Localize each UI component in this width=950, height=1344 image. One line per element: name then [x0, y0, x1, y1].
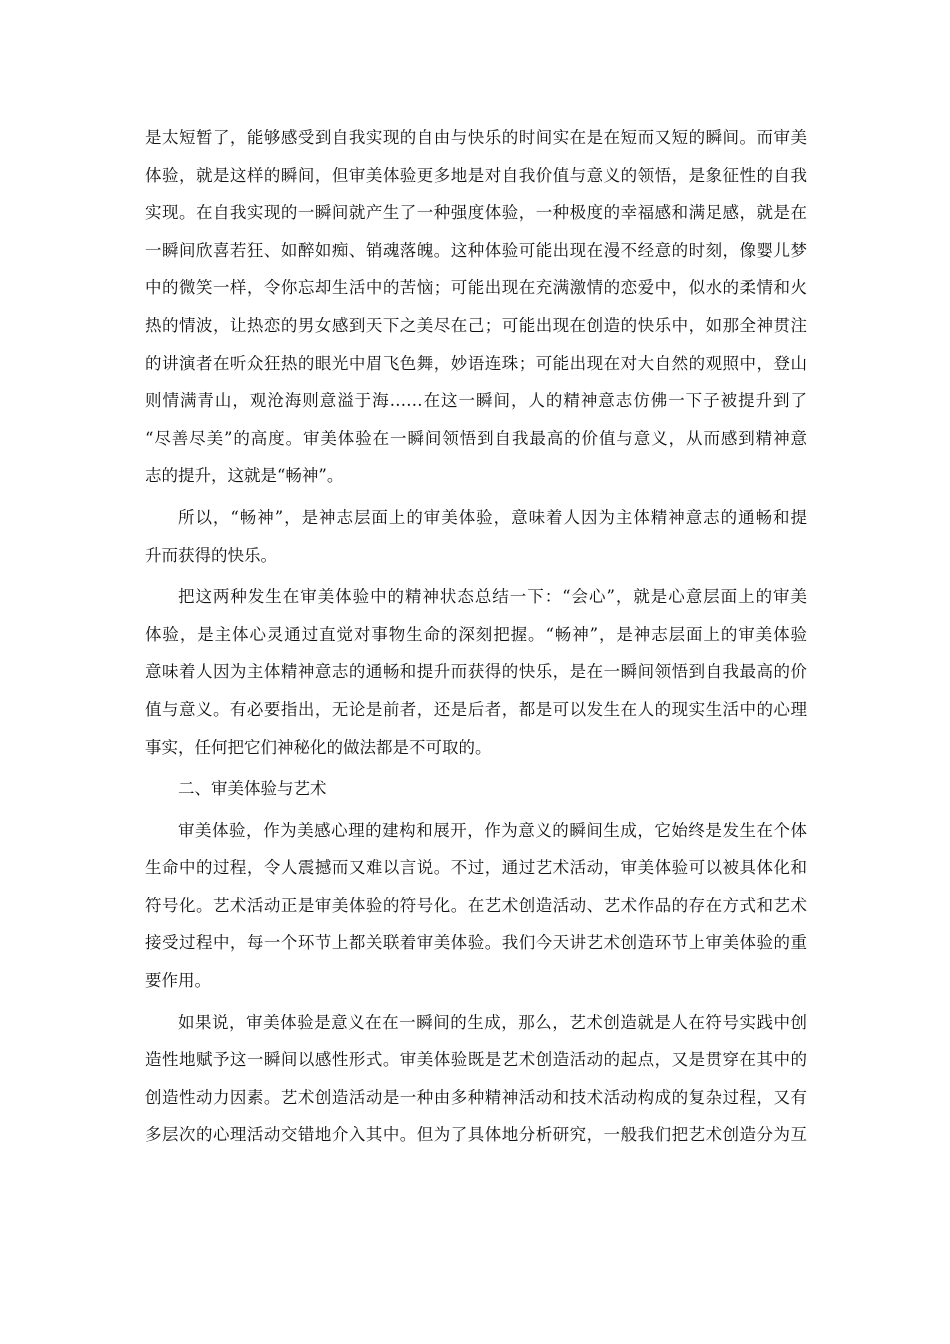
text-line: 热的情波，让热恋的男女感到天下之美尽在己；可能出现在创造的快乐中，如那全神贯注	[145, 315, 807, 335]
text-line: 体验，是主体心灵通过直觉对事物生命的深刻把握。“畅神”，是神志层面上的审美体验	[145, 624, 807, 644]
section-heading	[145, 770, 807, 808]
text-line: 一瞬间欣喜若狂、如醉如痴、销魂落魄。这种体验可能出现在漫不经意的时刻，像婴儿梦	[145, 240, 807, 260]
text-line: 符号化。艺术活动正是审美体验的符号化。在艺术创造活动、艺术作品的存在方式和艺术	[145, 895, 807, 915]
text-line: 接受过程中，每一个环节上都关联着审美体验。我们今天讲艺术创造环节上审美体验的重	[145, 933, 807, 953]
text-line: 造性地赋予这一瞬间以感性形式。审美体验既是艺术创造活动的起点，又是贯穿在其中的	[145, 1050, 807, 1070]
text-line: 升而获得的快乐。	[145, 545, 277, 565]
text-line: 把这两种发生在审美体验中的精神状态总结一下：“会心”，就是心意层面上的审美	[178, 587, 807, 607]
text-line: 体验，就是这样的瞬间，但审美体验更多地是对自我价值与意义的领悟，是象征性的自我	[145, 165, 807, 185]
text-line: 所以，“畅神”，是神志层面上的审美体验，意味着人因为主体精神意志的通畅和提	[178, 507, 807, 527]
text-line: 中的微笑一样，令你忘却生活中的苦恼；可能出现在充满激情的恋爱中，似水的柔情和火	[145, 278, 807, 298]
document-page	[145, 119, 807, 1154]
text-line: “尽善尽美”的高度。审美体验在一瞬间领悟到自我最高的价值与意义，从而感到精神意	[145, 428, 807, 448]
paragraph	[145, 499, 807, 574]
text-line: 审美体验，作为美感心理的建构和展开，作为意义的瞬间生成，它始终是发生在个体	[178, 820, 807, 840]
text-line: 实现。在自我实现的一瞬间就产生了一种强度体验，一种极度的幸福感和满足感，就是在	[145, 203, 807, 223]
paragraph	[145, 1004, 807, 1154]
text-line: 的讲演者在听众狂热的眼光中眉飞色舞，妙语连珠；可能出现在对大自然的观照中，登山	[145, 353, 807, 373]
text-line: 值与意义。有必要指出，无论是前者，还是后者，都是可以发生在人的现实生活中的心理	[145, 699, 807, 719]
text-line: 是太短暂了，能够感受到自我实现的自由与快乐的时间实在是在短而又短的瞬间。而审美	[145, 128, 807, 147]
paragraph	[145, 812, 807, 1000]
text-line: 创造性动力因素。艺术创造活动是一种由多种精神活动和技术活动构成的复杂过程，又有	[145, 1087, 807, 1107]
text-line: 多层次的心理活动交错地介入其中。但为了具体地分析研究，一般我们把艺术创造分为互	[145, 1125, 807, 1145]
heading-text: 二、审美体验与艺术	[178, 779, 327, 799]
text-line: 意味着人因为主体精神意志的通畅和提升而获得的快乐，是在一瞬间领悟到自我最高的价	[145, 662, 807, 682]
text-line: 则情满青山，观沧海则意溢于海……在这一瞬间，人的精神意志仿佛一下子被提升到了	[145, 391, 807, 411]
paragraph	[145, 119, 807, 495]
text-line: 要作用。	[145, 971, 211, 991]
text-line: 如果说，审美体验是意义在在一瞬间的生成，那么，艺术创造就是人在符号实践中创	[178, 1012, 807, 1032]
text-line: 志的提升，这就是“畅神”。	[145, 466, 344, 486]
text-line: 事实，任何把它们神秘化的做法都是不可取的。	[145, 737, 492, 757]
text-line: 生命中的过程，令人震撼而又难以言说。不过，通过艺术活动，审美体验可以被具体化和	[145, 858, 807, 878]
paragraph	[145, 578, 807, 766]
